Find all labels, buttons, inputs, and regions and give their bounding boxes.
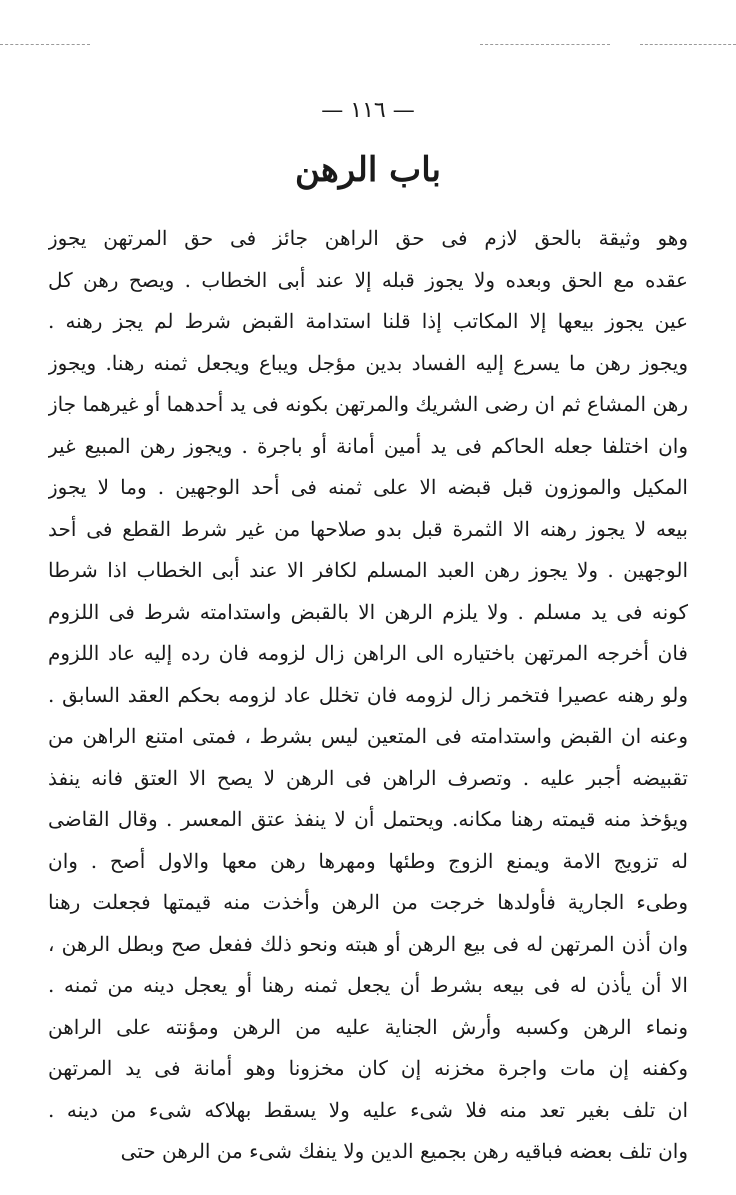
scan-edge-right bbox=[640, 44, 736, 45]
text-line: ويؤخذ منه قيمته رهنا مكانه. ويحتمل أن لا ينفذ عتق المعسر . وقال القاضى bbox=[48, 807, 688, 831]
text-line: وكفنه إن مات واجرة مخزنه إن كان مخزونا وهو أمانة فى يد المرتهن bbox=[48, 1056, 688, 1080]
text-line: الوجهين . ولا يجوز رهن العبد المسلم لكافر الا عند أبى الخطاب اذا شرطا bbox=[48, 558, 688, 582]
scan-edge-left bbox=[0, 44, 90, 45]
text-line: ان تلف بغير تعد منه فلا شىء عليه ولا يسقط بهلاكه شىء من دينه . bbox=[48, 1097, 688, 1122]
page-number: — ١١٦ — bbox=[321, 98, 415, 123]
text-line: وعنه ان القبض واستدامته فى المتعين ليس بشرط ، فمتى امتنع الراهن من bbox=[48, 724, 688, 748]
text-line: عقده مع الحق وبعده ولا يجوز قبله إلا عند أبى الخطاب . ويصح رهن كل bbox=[48, 267, 688, 292]
text-line: وان أذن المرتهن له فى بيع الرهن أو هبته ونحو ذلك ففعل صح وبطل الرهن ، bbox=[48, 931, 688, 956]
text-line: بيعه لا يجوز رهنه الا الثمرة قبل بدو صلاحها من غير شرط القطع فى أحد bbox=[48, 516, 688, 541]
text-line: تقبيضه أجبر عليه . وتصرف الراهن فى الرهن لا يصح الا العتق فانه ينفذ bbox=[48, 765, 688, 790]
text-line: رهن المشاع ثم ان رضى الشريك والمرتهن بكونه فى يد أحدهما أو غيرهما جاز bbox=[48, 392, 688, 416]
text-line: وان تلف بعضه فباقيه رهن بجميع الدين ولا ينفك شىء من الرهن حتى bbox=[120, 1139, 688, 1163]
text-line: عين يجوز بيعها إلا المكاتب إذا قلنا استدامة القبض شرط لم يجز رهنه . bbox=[48, 309, 688, 333]
text-line: وطىء الجارية فأولدها خرجت من الرهن وأخذت منه قيمتها فجعلت رهنا bbox=[48, 890, 688, 914]
text-line: فان أخرجه المرتهن باختياره الى الراهن زال لزومه فان رده إليه عاد اللزوم bbox=[48, 641, 688, 665]
scan-edge-middle bbox=[480, 44, 610, 45]
text-line: كونه فى يد مسلم . ولا يلزم الرهن الا بالقبض واستدامته شرط فى اللزوم bbox=[48, 599, 688, 624]
text-line: ويجوز رهن ما يسرع إليه الفساد بدين مؤجل ويباع ويجعل ثمنه رهنا. ويجوز bbox=[48, 350, 688, 375]
text-line: المكيل والموزون قبل قبضه الا على ثمنه فى أحد الوجهين . وما لا يجوز bbox=[48, 475, 688, 499]
text-line: ونماء الرهن وكسبه وأرش الجناية عليه من الرهن ومؤنته على الراهن bbox=[48, 1014, 688, 1039]
text-line: الا أن يأذن له فى بيعه بشرط أن يجعل ثمنه رهنا أو يعجل دينه من ثمنه . bbox=[48, 973, 688, 997]
text-line: ولو رهنه عصيرا فتخمر زال لزومه فان تخلل عاد لزومه بحكم العقد السابق . bbox=[48, 682, 688, 707]
chapter-title: باب الرهن bbox=[294, 150, 442, 190]
text-line: وهو وثيقة بالحق لازم فى حق الراهن جائز فى حق المرتهن يجوز bbox=[48, 226, 688, 250]
text-line: وان اختلفا جعله الحاكم فى يد أمين أمانة أو باجرة . ويجوز رهن المبيع غير bbox=[48, 433, 688, 458]
body-text bbox=[48, 218, 688, 1173]
text-line: له تزويج الامة ويمنع الزوج وطئها ومهرها رهن معها والاول أصح . وان bbox=[48, 848, 688, 873]
